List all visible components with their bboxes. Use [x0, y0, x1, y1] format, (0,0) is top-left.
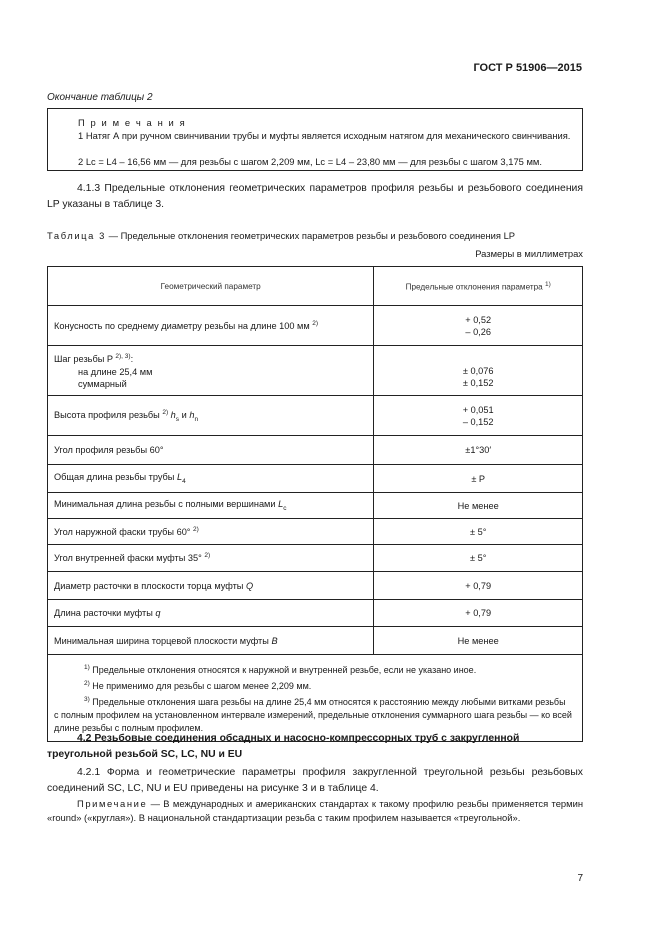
table-row [48, 493, 583, 519]
table-row [48, 572, 583, 600]
table-caption [47, 230, 515, 241]
symbol: B [271, 635, 278, 646]
footnote-ref: 2) [312, 319, 319, 327]
param-cell [48, 493, 374, 519]
symbol-sub: n [194, 415, 199, 423]
deviation-cell [374, 346, 583, 396]
param-sub-length: на длине 25,4 мм [78, 366, 153, 377]
footnote-mark: 1) [84, 664, 90, 671]
table-row [48, 600, 583, 627]
table-header-row [48, 267, 583, 306]
symbol: q [155, 608, 161, 618]
param-text: Минимальная ширина торцевой плоскости муфты [54, 635, 269, 646]
symbol-sub: s [175, 415, 180, 423]
table-row [48, 436, 583, 465]
paragraph-4-1-3: 4.1.3 Предельные отклонения геометрических параметров профиля резьбы и резьбового соединения LP указаны в таблице 3. [47, 183, 583, 210]
deviation-cell: + 0,79 [374, 572, 583, 600]
param-cell [48, 572, 374, 600]
deviation-upper: + 0,051 [462, 404, 494, 415]
header-geometric-parameter: Геометрический параметр [48, 267, 374, 306]
param-cell [48, 519, 374, 545]
note-2: 2 Lc = L4 – 16,56 мм — для резьбы с шагом 2,209 мм, Lc = L4 – 23,80 мм — для резьбы с шагом 3,175 мм. [78, 156, 542, 167]
symbol: h [170, 409, 176, 420]
header-dev-ref: 1) [544, 281, 551, 289]
footnote-mark: 3) [84, 696, 90, 703]
notes-title: П р и м е ч а н и я [78, 117, 187, 128]
table-row [48, 627, 583, 655]
deviation-lower: – 0,26 [465, 326, 491, 337]
table-row [48, 306, 583, 346]
param-cell [48, 627, 374, 655]
page-number: 7 [577, 873, 583, 884]
table-footnotes-row [48, 655, 583, 742]
table-row [48, 346, 583, 396]
footnote-1 [54, 661, 572, 677]
param-text: Высота профиля резьбы [54, 409, 160, 420]
paragraph-4-2-1: 4.2.1 Форма и геометрические параметры профиля закругленной треугольной резьбы резьбовых соединений SC, LC, NU и EU приведены на рисунке 3 и в таблице 4. [47, 767, 583, 794]
header-dev-text: Предельные отклонения параметра [405, 282, 543, 292]
param-text: Угол внутренней фаски муфты 35° [54, 553, 202, 564]
param-cell [48, 396, 374, 436]
deviation-total: ± 0,152 [462, 377, 494, 388]
standard-number: ГОСТ Р 51906—2015 [473, 62, 582, 74]
param-sub-total: суммарный [78, 378, 127, 389]
table-row [48, 396, 583, 436]
footnote-mark: 2) [84, 680, 90, 687]
footnote-text: Предельные отклонения шага резьбы на длине 25,4 мм относятся к расстоянию между любыми витками резьбы с полным профилем на установленном интервале измерений, предельные отклонения суммарного шага резьбы — ко всей длине резьбы с полным профилем. [54, 697, 572, 733]
param-text: Минимальная длина резьбы с полными вершинами [54, 499, 276, 510]
table-caption-text: — Предельные отклонения геометрических параметров резьбы и резьбового соединения LP [105, 230, 516, 241]
deviation-cell: Не менее [374, 493, 583, 519]
deviation-length: ± 0,076 [462, 365, 494, 376]
param-cell [48, 545, 374, 572]
param-colon: : [130, 354, 134, 365]
param-cell [48, 600, 374, 627]
header-limit-deviations [374, 267, 583, 306]
symbol: L [278, 499, 284, 510]
param-text: Угол наружной фаски трубы 60° [54, 527, 191, 538]
dimensions-note: Размеры в миллиметрах [475, 248, 583, 259]
param-text: Шаг резьбы P [54, 354, 113, 365]
final-note-text: — В международных и американских стандартах к такому профилю резьбы применяется термин «round» («круглая»). В национальной стандартизации резьба с таким профилем называется «треугольной». [47, 798, 583, 823]
footnote-text: Предельные отклонения относятся к наружной и внутренней резьбе, если не указано иное. [89, 665, 477, 675]
param-cell: Угол профиля резьбы 60° [48, 436, 374, 465]
table-footnotes [48, 655, 583, 742]
footnote-3 [54, 693, 572, 735]
table-caption-label: Таблица 3 [47, 230, 106, 241]
deviation-cell: ±1°30′ [374, 436, 583, 465]
footnote-ref: 2) [193, 525, 199, 533]
table-continuation-label: Окончание таблицы 2 [47, 92, 153, 103]
footnote-ref: 2) [162, 408, 169, 416]
param-text: Диаметр расточки в плоскости торца муфты [54, 580, 244, 591]
deviation-cell [374, 306, 583, 346]
param-text: Общая длина резьбы трубы [54, 472, 175, 483]
notes-box [47, 108, 583, 171]
deviation-upper: + 0,52 [465, 314, 492, 325]
deviation-cell: ± P [374, 465, 583, 493]
table-row [48, 465, 583, 493]
symbol: h [189, 409, 195, 420]
final-note-label: Примечание [77, 798, 148, 809]
param-main [54, 351, 367, 365]
table-3 [47, 266, 583, 742]
deviation-cell [374, 396, 583, 436]
param-cell [48, 346, 374, 396]
param-cell [48, 465, 374, 493]
deviation-cell: ± 5° [374, 545, 583, 572]
symbol-sub: c [283, 504, 287, 512]
deviation-cell: + 0,79 [374, 600, 583, 627]
footnote-ref: 2) [204, 552, 211, 560]
param-text: Конусность по среднему диаметру резьбы на длине 100 мм [54, 321, 310, 332]
table-row [48, 545, 583, 572]
footnote-text: Не применимо для резьбы с шагом менее 2,209 мм. [89, 681, 312, 691]
footnote-ref: 2), 3) [115, 353, 131, 361]
note-1: 1 Натяг А при ручном свинчивании трубы и муфты является исходным натягом для механического свинчивания. [78, 130, 571, 141]
param-cell [48, 306, 374, 346]
final-note [47, 797, 583, 825]
param-text: Длина расточки муфты [54, 608, 153, 618]
symbol: Q [245, 580, 254, 591]
deviation-cell: Не менее [374, 627, 583, 655]
deviation-cell: ± 5° [374, 519, 583, 545]
symbol-sub: 4 [182, 477, 186, 485]
footnote-2 [54, 677, 572, 693]
symbol: L [176, 472, 183, 483]
table-row [48, 519, 583, 545]
conjunction: и [181, 409, 187, 420]
deviation-lower: – 0,152 [462, 416, 494, 427]
section-heading-4-2: 4.2 Резьбовые соединения обсадных и насосно-компрессорных труб с закругленной треугольной резьбой SC, LC, NU и EU [47, 733, 520, 760]
